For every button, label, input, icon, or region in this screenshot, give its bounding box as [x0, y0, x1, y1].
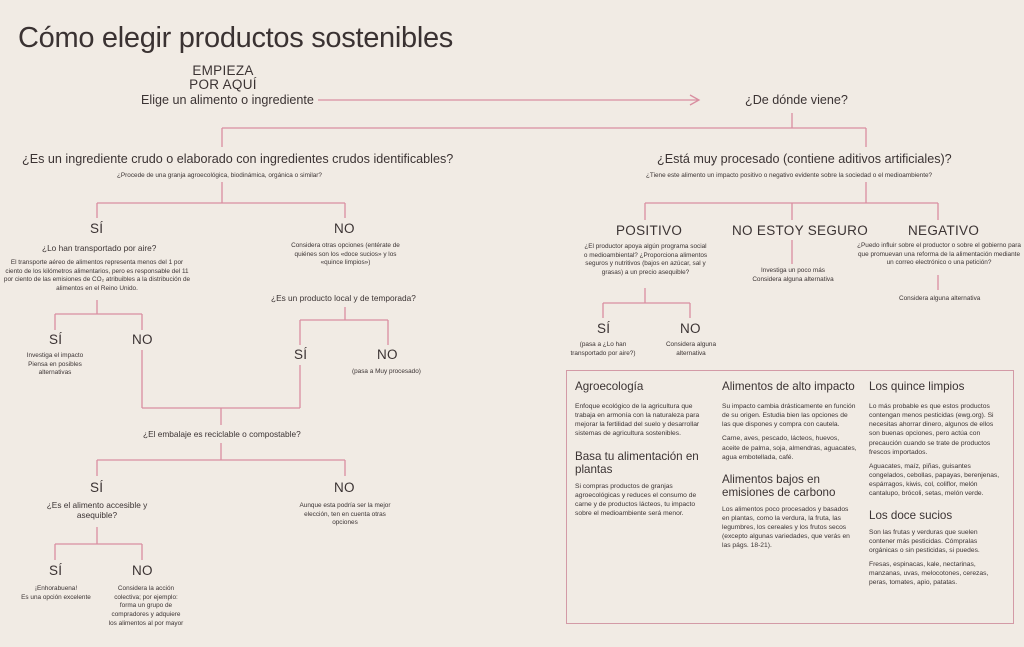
positive-yes-note: (pasa a ¿Lo han transportado por aire?): [570, 341, 636, 357]
start-text: Elige un alimento o ingrediente: [141, 93, 314, 107]
accessible-question: ¿Es el alimento accesible y asequible?: [46, 500, 148, 520]
agroecology-body: Enfoque ecológico de la agricultura que trabaja en armonía con la naturaleza para mejorar la fertilidad del suelo y desarrollar sistemas de agricultura sostenibles.: [575, 403, 700, 438]
info-col-3: [869, 380, 1005, 587]
packaging-question: ¿El embalaje es reciclable o compostable?: [143, 429, 301, 439]
local-no-label: NO: [377, 347, 398, 362]
high-impact-body: Su impacto cambia drásticamente en función de su origen. Estudia bien las opciones de las que dispones y compra con cautela.: [722, 403, 856, 429]
positive-note: ¿El productor apoya algún programa social o medioambiental? ¿Proporciona alimentos seguros y nutritivos (bajos en azúcar, sal y grasas) a un precio asequible?: [583, 243, 708, 276]
low-carbon-body: Los alimentos poco procesados y basados en plantas, como la verdura, la fruta, las legumbres, los cereales y los frutos secos (excepto algunas variedades, que verás en las págs. 18-21).: [722, 506, 850, 550]
packaging-no-note: Aunque esta podría ser la mejor elección, ten en cuenta otras opciones: [299, 502, 391, 527]
local-season-question: ¿Es un producto local y de temporada?: [271, 293, 416, 303]
high-impact-list: Carne, aves, pescado, lácteos, huevos, aceite de palma, soja, almendras, aguacates, agua embotellada, café.: [722, 435, 857, 461]
accessible-yes-note: ¡Enhorabuena! Es una opción excelente: [21, 585, 91, 601]
page-title: Cómo elegir productos sostenibles: [18, 22, 453, 55]
clean-fifteen-body: Lo más probable es que estos productos contengan menos pesticidas (ewg.org). Si necesitas ahorrar dinero, algunos de ellos son buenas opciones, pero actúa con precaución cuando se trate de productos frescos importados.: [869, 403, 994, 456]
impact-subquestion: ¿Tiene este alimento un impacto positivo o negativo evidente sobre la sociedad o el medioambiente?: [646, 172, 933, 179]
raw-no-label: NO: [334, 221, 355, 236]
air-yes-label: SÍ: [49, 332, 63, 347]
accessible-no-label: NO: [132, 563, 153, 578]
start-heading: EMPIEZA POR AQUÍ: [189, 63, 257, 93]
low-carbon-heading: Alimentos bajos en emisiones de carbono: [722, 472, 836, 499]
packaging-no-label: NO: [334, 480, 355, 495]
negative-label: NEGATIVO: [908, 223, 980, 238]
local-yes-label: SÍ: [294, 347, 308, 362]
positive-no-label: NO: [680, 321, 701, 336]
positive-yes-label: SÍ: [597, 321, 611, 336]
dirty-dozen-list: Fresas, espinacas, kale, nectarinas, manzanas, uvas, melocotones, cerezas, peras, tomates, apio, patatas.: [869, 561, 989, 587]
farm-subquestion: ¿Procede de una granja agroecológica, biodinámica, orgánica o similar?: [117, 172, 322, 179]
dirty-dozen-body: Son las frutas y verduras que suelen contener más pesticidas. Cómpralas orgánicas o sin pesticidas, si puedes.: [869, 529, 980, 555]
clean-fifteen-list: Aguacates, maíz, piñas, guisantes congelados, cebollas, papayas, berenjenas, espárragos, kiwis, col, coliflor, melón cantalupo, brócoli, setas, melón verde.: [869, 462, 1000, 497]
negative-note: ¿Puedo influir sobre el productor o sobre el gobierno para que promuevan una reforma de la alimentación mediante un correo electrónico o una petición?: [857, 242, 1021, 267]
raw-ingredient-question: ¿Es un ingrediente crudo o elaborado con ingredientes crudos identificables?: [22, 152, 454, 166]
air-no-label: NO: [132, 332, 153, 347]
unsure-label: NO ESTOY SEGURO: [732, 223, 869, 238]
accessible-yes-label: SÍ: [49, 563, 63, 578]
positive-no-note: Considera alguna alternativa: [665, 341, 717, 357]
unsure-note: Investiga un poco más Considera alguna alternativa: [752, 267, 834, 283]
raw-yes-label: SÍ: [90, 221, 104, 236]
agroecology-heading: Agroecología: [575, 380, 644, 393]
positive-label: POSITIVO: [616, 223, 683, 238]
local-no-note: (pasa a Muy procesado): [352, 368, 421, 375]
clean-fifteen-heading: Los quince limpios: [869, 380, 965, 393]
air-transport-question: ¿Lo han transportado por aire?: [42, 243, 157, 253]
processed-question: ¿Está muy procesado (contiene aditivos artificiales)?: [657, 152, 952, 166]
plants-heading: Basa tu alimentación en plantas: [575, 449, 699, 476]
air-transport-note: El transporte aéreo de alimentos representa menos del 1 por ciento de los kilómetros alimentarios, pero es responsable del 11 por ciento de las emisiones de CO₂ atribuibles a la distribución de alimentos en el Reino Unido.: [3, 259, 191, 292]
other-options-note: Considera otras opciones (entérate de quiénes son los «doce sucios» y los «quince limpios»): [291, 242, 400, 267]
high-impact-heading: Alimentos de alto impacto: [722, 380, 855, 393]
origin-question: ¿De dónde viene?: [745, 93, 848, 107]
plants-body: Si compras productos de granjas agroecológicas y reduces el consumo de carne y de productos lácteos, tu impacto sobre el medioambiente será menor.: [575, 483, 697, 518]
accessible-no-note: Considera la acción colectiva; por ejemplo: forma un grupo de compradores y adquiere los alimentos al por mayor: [108, 585, 184, 627]
air-yes-note: Investiga el impacto Piensa en posibles alternativas: [26, 352, 84, 377]
negative-note-2: Considera alguna alternativa: [899, 295, 981, 302]
info-col-2: [722, 380, 857, 551]
packaging-yes-label: SÍ: [90, 480, 104, 495]
info-col-1: [575, 380, 710, 518]
dirty-dozen-heading: Los doce sucios: [869, 508, 953, 522]
